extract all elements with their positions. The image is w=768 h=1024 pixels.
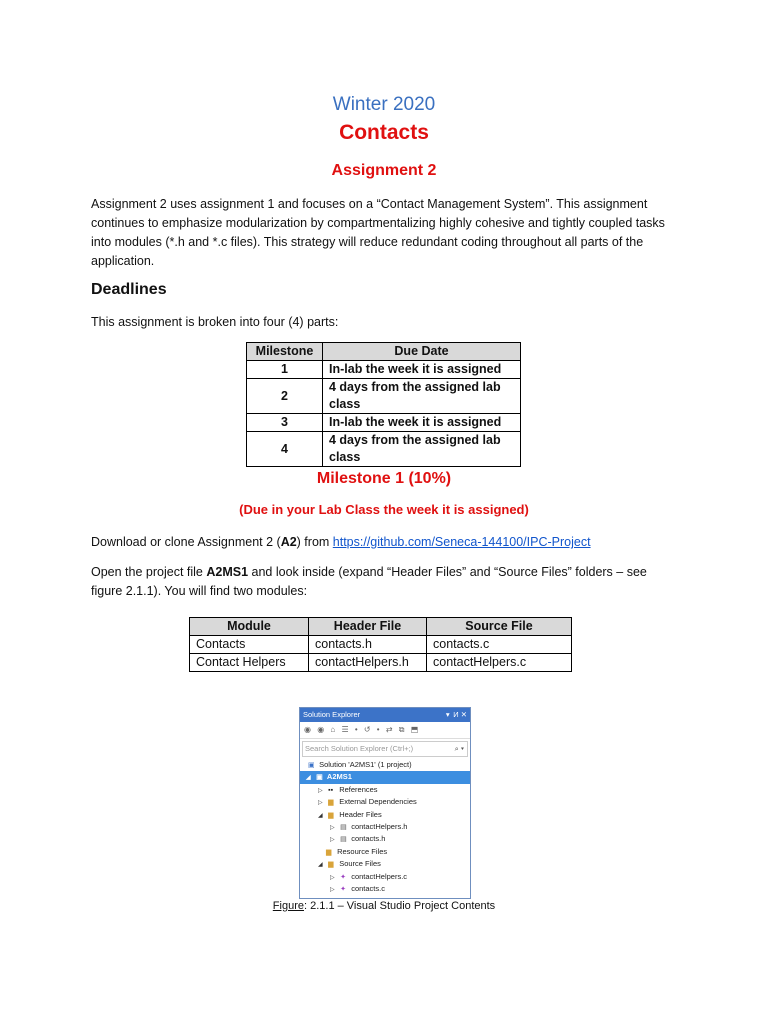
tree-external-dependencies xyxy=(300,796,470,808)
collapsed-arrow-icon: ▷ xyxy=(318,800,323,807)
tree-source-files xyxy=(300,858,470,870)
folder-icon: ▆ xyxy=(328,811,334,819)
table-row xyxy=(247,361,521,379)
document-title: Contacts xyxy=(339,121,429,144)
tree-label: External Dependencies xyxy=(339,797,417,807)
table-header-row xyxy=(247,343,521,361)
c-file-icon: ✦ xyxy=(340,873,346,881)
source-file-cell: contactHelpers.c xyxy=(427,654,572,672)
column-header: Milestone xyxy=(247,343,323,361)
open-prefix: Open the project file xyxy=(91,565,207,579)
collapsed-arrow-icon: ▷ xyxy=(330,824,335,831)
collapsed-arrow-icon: ▷ xyxy=(330,874,335,881)
open-project-paragraph xyxy=(91,563,681,601)
tree-label: Solution 'A2MS1' (1 project) xyxy=(319,760,412,769)
tree-label: Resource Files xyxy=(337,846,388,856)
tree-label: contactHelpers.c xyxy=(351,871,408,881)
project-icon: ▣ xyxy=(316,774,323,782)
module-cell: Contacts xyxy=(190,636,309,654)
table-header-row xyxy=(190,618,572,636)
header-file-cell: contactHelpers.h xyxy=(309,654,427,672)
folder-icon: ▆ xyxy=(326,848,332,856)
solution-explorer-titlebar xyxy=(300,708,470,722)
references-icon: ▪▪ xyxy=(328,786,334,794)
download-prefix: Download or clone Assignment 2 ( xyxy=(91,535,281,549)
parts-text: This assignment is broken into four (4) parts: xyxy=(91,315,339,329)
expanded-arrow-icon: ◢ xyxy=(318,862,323,869)
collapsed-arrow-icon: ▷ xyxy=(330,886,335,893)
due-date-cell: 4 days from the assigned lab class xyxy=(323,432,521,467)
expanded-arrow-icon: ◢ xyxy=(318,812,323,819)
assignment-code: A2 xyxy=(280,535,297,549)
solution-explorer-title: Solution Explorer xyxy=(303,710,361,719)
tree-label: Source Files xyxy=(339,859,381,869)
expanded-arrow-icon: ◢ xyxy=(306,775,311,782)
solution-explorer-toolbar: ◉ ◉ ⌂ ☰ • ↺ • ⇄ ⧉ ⬒ xyxy=(300,722,470,739)
table-row xyxy=(190,636,572,654)
tree-label: contacts.c xyxy=(351,883,385,893)
column-header: Module xyxy=(190,618,309,636)
folder-icon: ▆ xyxy=(328,861,334,869)
milestone-cell: 4 xyxy=(247,432,323,467)
tree-header-files xyxy=(300,809,470,821)
download-paragraph xyxy=(91,533,681,552)
deadlines-heading: Deadlines xyxy=(91,281,167,298)
module-table xyxy=(189,617,572,672)
column-header: Due Date xyxy=(323,343,521,361)
table-row xyxy=(247,432,521,467)
header-file-icon: ▤ xyxy=(340,836,347,844)
c-file-icon: ✦ xyxy=(340,885,346,893)
tree-label: Header Files xyxy=(339,809,382,819)
milestone1-heading: Milestone 1 (10%) xyxy=(316,470,452,487)
assignment-subtitle: Assignment 2 xyxy=(331,162,437,179)
table-row xyxy=(190,654,572,672)
milestone-cell: 1 xyxy=(247,361,323,379)
open-suffix: and look inside (expand “Header Files” and “Source Files” folders – see figure 2.1.1). You will find two modules: xyxy=(91,565,647,598)
window-controls-icon: ▾ И ✕ xyxy=(445,710,467,719)
search-placeholder: Search Solution Explorer (Ctrl+;) xyxy=(305,744,414,753)
figure-label: Figure xyxy=(272,900,304,912)
due-date-cell: In-lab the week it is assigned xyxy=(323,361,521,379)
download-mid: ) from xyxy=(296,535,333,549)
column-header: Header File xyxy=(309,618,427,636)
folder-icon: ▆ xyxy=(328,799,334,807)
tree-resource-files xyxy=(300,846,470,858)
tree-solution xyxy=(300,759,470,771)
tree-references xyxy=(300,784,470,796)
header-file-icon: ▤ xyxy=(340,823,347,831)
tree-file xyxy=(300,883,470,895)
solution-icon: ▣ xyxy=(308,762,315,769)
milestone1-due-note: (Due in your Lab Class the week it is assigned) xyxy=(239,502,529,517)
milestone-cell: 2 xyxy=(247,379,323,414)
tree-label: contacts.h xyxy=(351,834,386,844)
table-row xyxy=(247,414,521,432)
collapsed-arrow-icon: ▷ xyxy=(318,787,323,794)
tree-label: contactHelpers.h xyxy=(351,821,408,831)
search-icon: ⌕ ▾ xyxy=(454,744,464,753)
figure-caption xyxy=(0,900,768,912)
solution-search-field xyxy=(302,741,468,757)
tree-label: A2MS1 xyxy=(326,772,352,782)
solution-explorer-screenshot xyxy=(299,707,471,899)
column-header: Source File xyxy=(427,618,572,636)
tree-file xyxy=(300,871,470,883)
due-date-cell: In-lab the week it is assigned xyxy=(323,414,521,432)
milestone-cell: 3 xyxy=(247,414,323,432)
project-file-name: A2MS1 xyxy=(206,565,249,579)
table-row xyxy=(247,379,521,414)
module-cell: Contact Helpers xyxy=(190,654,309,672)
deadline-table xyxy=(246,342,521,467)
figure-caption-text: : 2.1.1 – Visual Studio Project Contents xyxy=(303,900,496,912)
collapsed-arrow-icon: ▷ xyxy=(330,837,335,844)
header-file-cell: contacts.h xyxy=(309,636,427,654)
tree-file xyxy=(300,821,470,833)
due-date-cell: 4 days from the assigned lab class xyxy=(323,379,521,414)
tree-project xyxy=(300,771,470,783)
intro-paragraph: Assignment 2 uses assignment 1 and focuses on a “Contact Management System”. This assignment continues to emphasize modularization by compartmentalizing highly cohesive and tightly coupled tasks into modules (*.h and *.c files). This strategy will reduce redundant coding throughout all parts of the application. xyxy=(91,197,665,268)
github-link[interactable]: https://github.com/Seneca-144100/IPC-Project xyxy=(332,535,591,549)
term-label: Winter 2020 xyxy=(332,94,436,115)
tree-label: References xyxy=(339,784,378,794)
tree-file xyxy=(300,833,470,845)
source-file-cell: contacts.c xyxy=(427,636,572,654)
